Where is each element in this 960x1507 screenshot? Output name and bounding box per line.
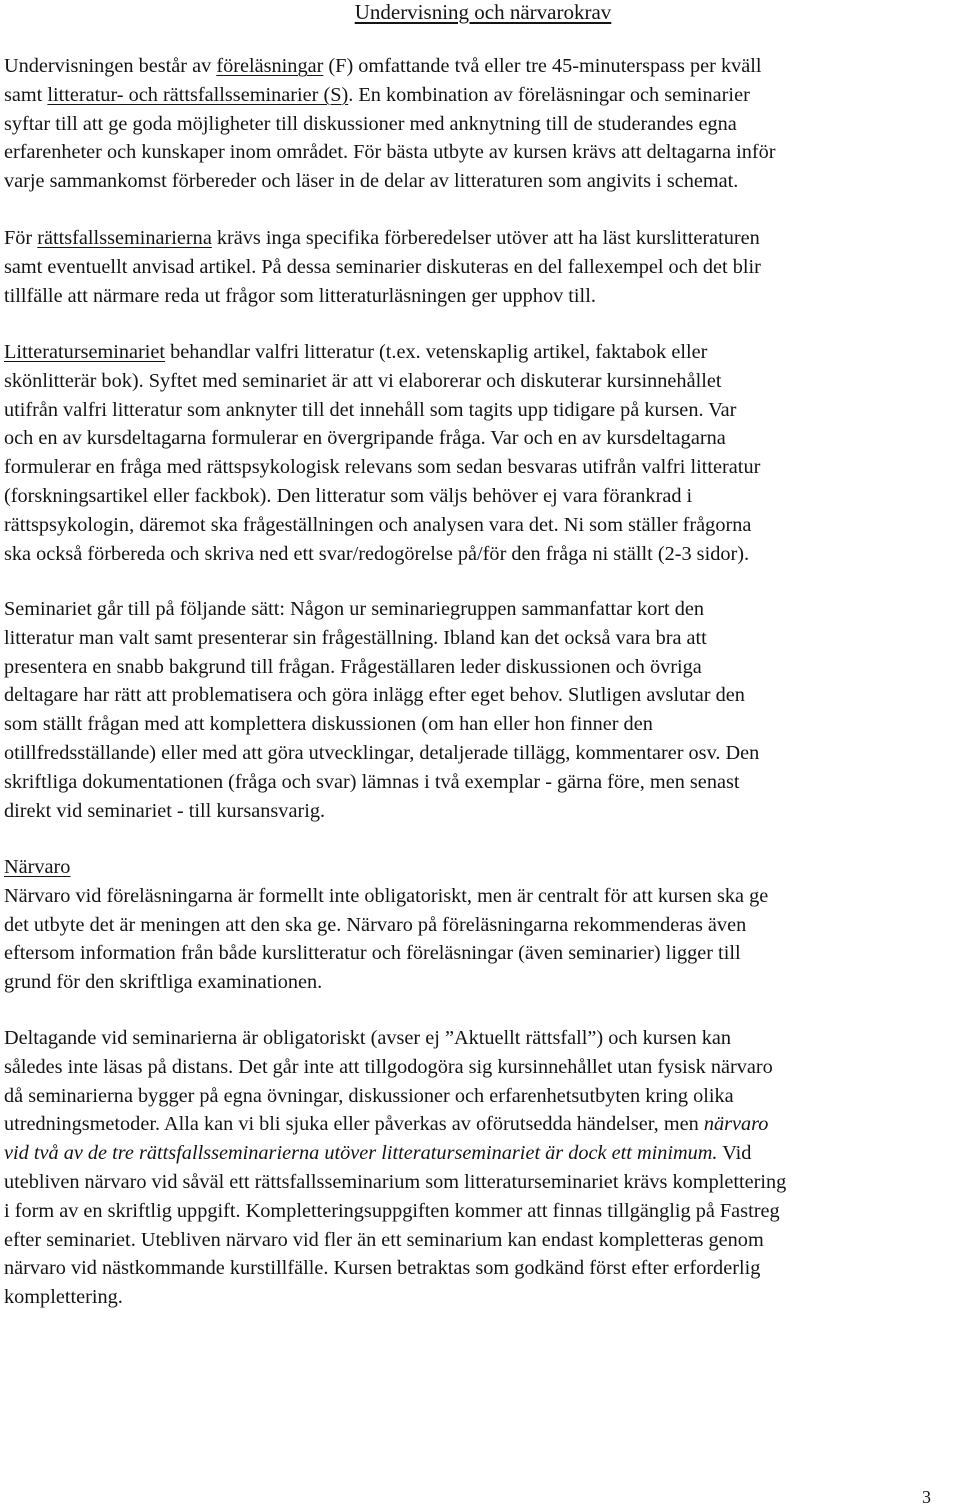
page-heading: [0, 0, 960, 26]
text-span: Undervisningen består av: [4, 55, 217, 77]
text-line: efter seminariet. Utebliven närvaro vid fler än ett seminarium kan endast kompletteras genom: [4, 1228, 764, 1251]
text-span: utredningsmetoder. Alla kan vi bli sjuka eller påverkas av oförutsedda händelser, men: [4, 1113, 704, 1136]
text-line: presentera en snabb bakgrund till frågan. Frågeställaren leder diskussionen och övriga: [4, 655, 702, 678]
text-line: [4, 52, 960, 81]
term-forelasningar: föreläsningar: [216, 55, 324, 77]
text-line: Deltagande vid seminarierna är obligatoriskt (avser ej ”Aktuellt rättsfall”) och kursen kan: [4, 1027, 732, 1049]
text-line: varje sammankomst förbereder och läser in de delar av litteraturen som angivits i schemat.: [4, 170, 739, 193]
text-span: Vid: [717, 1142, 752, 1165]
text-line: eftersom information från både kurslitteratur och föreläsningar (även seminarier) ligger till: [4, 942, 741, 965]
emphasis-text: vid två av de tre rättsfallsseminarierna utöver litteraturseminariet är dock ett minimum.: [4, 1142, 718, 1165]
paragraph-case-seminars: [4, 224, 960, 310]
paragraph-seminar-procedure: [4, 595, 960, 825]
emphasis-text: närvaro: [703, 1113, 769, 1136]
term-seminarier: litteratur- och rättsfallsseminarier (S): [47, 83, 349, 106]
page-number: 3: [922, 1487, 931, 1507]
paragraph-attendance: [4, 853, 960, 997]
text-line: i form av en skriftlig uppgift. Kompletteringsuppgiften kommer att finnas tillgänglig på Fastreg: [4, 1199, 780, 1222]
text-line: således inte läsas på distans. Det går inte att tillgodogöra sig kursinnehållet utan fysisk närvaro: [4, 1055, 773, 1078]
text-line: formulerar en fråga med rättspsykologisk relevans som sedan besvaras utifrån valfri litteratur: [4, 456, 761, 479]
text-span: krävs inga specifika förberedelser utöver att ha läst kurslitteraturen: [211, 227, 760, 249]
text-line: det utbyte det är meningen att den ska ge. Närvaro på föreläsningarna rekommenderas även: [4, 913, 747, 936]
text-line: utifrån valfri litteratur som anknyter till det innehåll som tagits upp tidigare på kursen. Var: [4, 398, 737, 421]
text-line: skönlitterär bok). Syftet med seminariet är att vi elaborerar och diskuterar kursinnehållet: [4, 369, 722, 392]
paragraph-mandatory-seminars: [4, 1024, 960, 1312]
text-line: [4, 81, 960, 110]
text-line: närvaro vid nästkommande kurstillfälle. Kursen betraktas som godkänd först efter erforderlig: [4, 1257, 761, 1280]
text-span: För: [4, 227, 38, 249]
text-span: behandlar valfri litteratur (t.ex. vetenskaplig artikel, faktabok eller: [165, 341, 708, 363]
text-line: samt eventuellt anvisad artikel. På dessa seminarier diskuteras en del fallexempel och det blir: [4, 255, 761, 278]
text-line: otillfredsställande) eller med att göra utvecklingar, detaljerade tillägg, kommentarer osv. Den: [4, 741, 760, 764]
text-line: litteratur man valt samt presenterar sin frågeställning. Ibland kan det också vara bra att: [4, 626, 707, 649]
text-line: (forskningsartikel eller fackbok). Den litteratur som väljs behöver ej vara förankrad i: [4, 484, 693, 507]
text-line: [4, 338, 960, 367]
text-span: . En kombination av föreläsningar och seminarier: [348, 83, 750, 106]
text-line: deltagare har rätt att problematisera och göra inlägg efter eget behov. Slutligen avslutar den: [4, 684, 745, 707]
text-line: [4, 224, 960, 253]
text-span: samt: [4, 83, 48, 106]
text-line: grund för den skriftliga examinationen.: [4, 971, 323, 994]
term-rattsfallsseminarierna: rättsfallsseminarierna: [37, 227, 212, 249]
text-line: [4, 1110, 960, 1139]
text-line: skriftliga dokumentationen (fråga och svar) lämnas i två exemplar - gärna före, men senast: [4, 770, 740, 793]
text-line: rättspsykologin, däremot ska frågeställningen och analysen vara det. Ni som ställer frågorna: [4, 513, 752, 536]
text-line: komplettering.: [4, 1286, 123, 1309]
text-line: syftar till att ge goda möjligheter till diskussioner med anknytning till de studerandes egna: [4, 112, 737, 135]
text-line: [4, 1139, 960, 1168]
text-line: Seminariet går till på följande sätt: Någon ur seminariegruppen sammanfattar kort den: [4, 598, 705, 620]
text-line: erfarenheter och kunskaper inom området. För bästa utbyte av kursen krävs att deltagarna inför: [4, 141, 776, 164]
section-title-narvaro: Närvaro: [4, 856, 71, 878]
text-line: som ställt frågan med att komplettera diskussionen (om han eller hon finner den: [4, 713, 653, 736]
text-line: och en av kursdeltagarna formulerar en övergripande fråga. Var och en av kursdeltagarna: [4, 427, 726, 450]
text-span: (F) omfattande två eller tre 45-minuterspass per kväll: [323, 55, 762, 77]
section-title-line: [4, 853, 960, 882]
term-litteraturseminariet: Litteraturseminariet: [4, 341, 166, 363]
text-line: direkt vid seminariet - till kursansvarig.: [4, 799, 326, 822]
heading-text: Undervisning och närvarokrav: [354, 0, 612, 24]
paragraph-teaching-format: [4, 52, 960, 196]
text-line: då seminarierna bygger på egna övningar, diskussioner och erfarenhetsutbyten kring olika: [4, 1084, 734, 1107]
text-line: ska också förbereda och skriva ned ett svar/redogörelse på/för den fråga ni ställt (2-3 sidor).: [4, 542, 750, 565]
text-line: Närvaro vid föreläsningarna är formellt inte obligatoriskt, men är centralt för att kursen ska ge: [4, 884, 769, 907]
text-line: tillfälle att närmare reda ut frågor som litteraturläsningen ger upphov till.: [4, 284, 596, 307]
text-line: utebliven närvaro vid såväl ett rättsfallsseminarium som litteraturseminariet krävs komplettering: [4, 1170, 787, 1193]
paragraph-literature-seminar: [4, 338, 960, 568]
